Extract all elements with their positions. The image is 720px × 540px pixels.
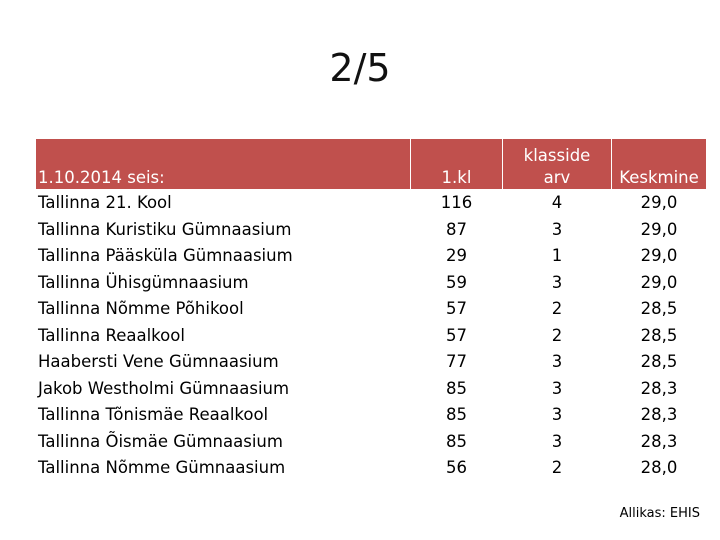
school-name: Tallinna 21. Kool [36, 190, 411, 217]
table-row [36, 428, 707, 455]
first-grade-count: 85 [411, 402, 503, 429]
average-class-size: 28,3 [612, 402, 707, 429]
table-row [36, 402, 707, 429]
table-row [36, 269, 707, 296]
class-count: 3 [503, 428, 612, 455]
table-row [36, 243, 707, 270]
class-count: 1 [503, 243, 612, 270]
first-grade-count: 57 [411, 322, 503, 349]
class-count: 3 [503, 349, 612, 376]
school-name: Tallinna Tõnismäe Reaalkool [36, 402, 411, 429]
first-grade-count: 77 [411, 349, 503, 376]
header-class-count-line2: arv [543, 168, 571, 187]
first-grade-count: 85 [411, 428, 503, 455]
average-class-size: 28,3 [612, 428, 707, 455]
header-row [36, 139, 707, 190]
class-count: 4 [503, 190, 612, 217]
header-date: 1.10.2014 seis: [36, 139, 411, 190]
average-class-size: 29,0 [612, 216, 707, 243]
class-count: 3 [503, 216, 612, 243]
header-class-count-line1: klasside [523, 146, 591, 165]
class-count: 2 [503, 322, 612, 349]
first-grade-count: 85 [411, 375, 503, 402]
table-row [36, 296, 707, 323]
class-count: 2 [503, 296, 612, 323]
schools-table [35, 138, 707, 482]
average-class-size: 28,0 [612, 455, 707, 482]
school-name: Tallinna Nõmme Gümnaasium [36, 455, 411, 482]
school-name: Tallinna Reaalkool [36, 322, 411, 349]
header-average: Keskmine [612, 139, 707, 190]
first-grade-count: 116 [411, 190, 503, 217]
school-name: Tallinna Nõmme Põhikool [36, 296, 411, 323]
first-grade-count: 56 [411, 455, 503, 482]
first-grade-count: 57 [411, 296, 503, 323]
school-name: Haabersti Vene Gümnaasium [36, 349, 411, 376]
header-class-count [503, 139, 612, 190]
school-name: Jakob Westholmi Gümnaasium [36, 375, 411, 402]
table-body [36, 190, 707, 482]
first-grade-count: 29 [411, 243, 503, 270]
first-grade-count: 87 [411, 216, 503, 243]
average-class-size: 29,0 [612, 243, 707, 270]
class-count: 3 [503, 402, 612, 429]
header-first-grade: 1.kl [411, 139, 503, 190]
average-class-size: 29,0 [612, 190, 707, 217]
table-row [36, 322, 707, 349]
table-row [36, 190, 707, 217]
source-note: Allikas: EHIS [619, 506, 700, 521]
table-row [36, 375, 707, 402]
school-name: Tallinna Õismäe Gümnaasium [36, 428, 411, 455]
school-name: Tallinna Ühisgümnaasium [36, 269, 411, 296]
average-class-size: 28,5 [612, 349, 707, 376]
class-count: 3 [503, 269, 612, 296]
average-class-size: 29,0 [612, 269, 707, 296]
school-name: Tallinna Pääsküla Gümnaasium [36, 243, 411, 270]
average-class-size: 28,5 [612, 296, 707, 323]
average-class-size: 28,5 [612, 322, 707, 349]
average-class-size: 28,3 [612, 375, 707, 402]
table-row [36, 455, 707, 482]
slide-title: 2/5 [329, 46, 391, 90]
class-count: 3 [503, 375, 612, 402]
table-header [36, 139, 707, 190]
class-count: 2 [503, 455, 612, 482]
table-row [36, 349, 707, 376]
school-name: Tallinna Kuristiku Gümnaasium [36, 216, 411, 243]
first-grade-count: 59 [411, 269, 503, 296]
table-row [36, 216, 707, 243]
